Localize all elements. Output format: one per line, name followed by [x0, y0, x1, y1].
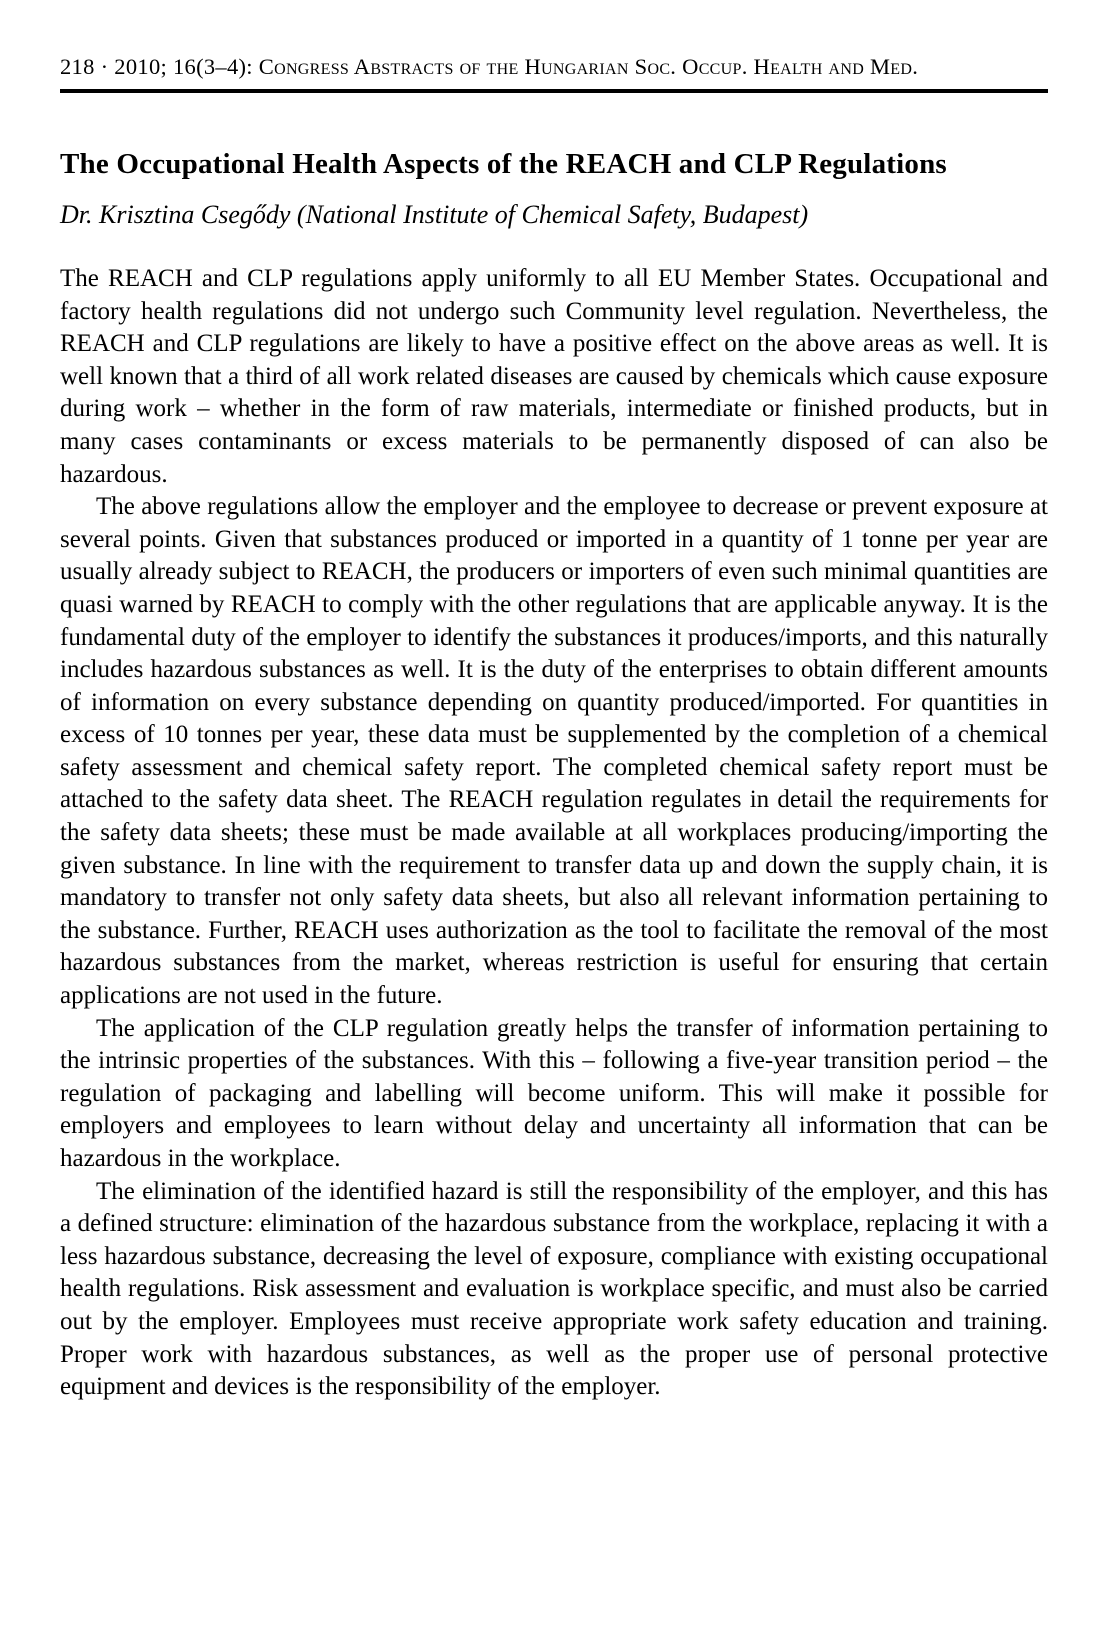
- abstract-paragraph: The elimination of the identified hazard is still the responsibility of the employer, and this has a defined structure: elimination of the hazardous substance from the workplace, replacing it with a less hazardous substance, decreasing the level of exposure, compliance with existing occupational health regulations. Risk assessment and evaluation is workplace specific, and must also be carried out by the employer. Employees must receive appropriate work safety education and training. Proper work with hazardous substances, as well as the proper use of personal protective equipment and devices is the responsibility of the employer.: [60, 1177, 1048, 1401]
- running-head: 218 · 2010; 16(3–4): Congress Abstracts of the Hungarian Soc. Occup. Health and Med.: [60, 54, 919, 79]
- abstract-content: [60, 147, 1048, 1404]
- header-rule: [60, 89, 1048, 93]
- page-header: [60, 54, 1048, 93]
- abstract-paragraph: The above regulations allow the employer and the employee to decrease or prevent exposure at several points. Given that substances produced or imported in a quantity of 1 tonne per year are usually already subject to REACH, the producers or importers of even such minimal quantities are quasi warned by REACH to comply with the other regulations that are applicable anyway. It is the fundamental duty of the employer to identify the substances it produces/imports, and this naturally includes hazardous substances as well. It is the duty of the enterprises to obtain different amounts of information on every substance depending on quantity produced/imported. For quantities in excess of 10 tonnes per year, these data must be supplemented by the completion of a chemical safety assessment and chemical safety report. The completed chemical safety report must be attached to the safety data sheet. The REACH regulation regulates in detail the requirements for the safety data sheets; these must be made available at all workplaces producing/importing the given substance. In line with the requirement to transfer data up and down the supply chain, it is mandatory to transfer not only safety data sheets, but also all relevant information pertaining to the substance. Further, REACH uses authorization as the tool to facilitate the removal of the most hazardous substances from the market, whereas restriction is useful for ensuring that certain applications are not used in the future.: [60, 493, 1048, 1010]
- abstract-paragraph: The REACH and CLP regulations apply uniformly to all EU Member States. Occupational and factory health regulations did not undergo such Community level regulation. Nevertheless, the REACH and CLP regulations are likely to have a positive effect on the above areas as well. It is well known that a third of all work related diseases are caused by chemicals which cause exposure during work – whether in the form of raw materials, intermediate or finished products, but in many cases contaminants or excess materials to be permanently disposed of can also be hazardous.: [60, 264, 1048, 488]
- abstract-author: Dr. Krisztina Csegődy (National Institute of Chemical Safety, Budapest): [60, 199, 809, 229]
- abstract-paragraph: The application of the CLP regulation greatly helps the transfer of information pertaining to the intrinsic properties of the substances. With this – following a five-year transition period – the regulation of packaging and labelling will become uniform. This will make it possible for employers and employees to learn without delay and uncertainty all information that can be hazardous in the workplace.: [60, 1014, 1048, 1173]
- abstract-title: The Occupational Health Aspects of the REACH and CLP Regulations: [60, 148, 947, 180]
- abstract-body: [60, 263, 1048, 1404]
